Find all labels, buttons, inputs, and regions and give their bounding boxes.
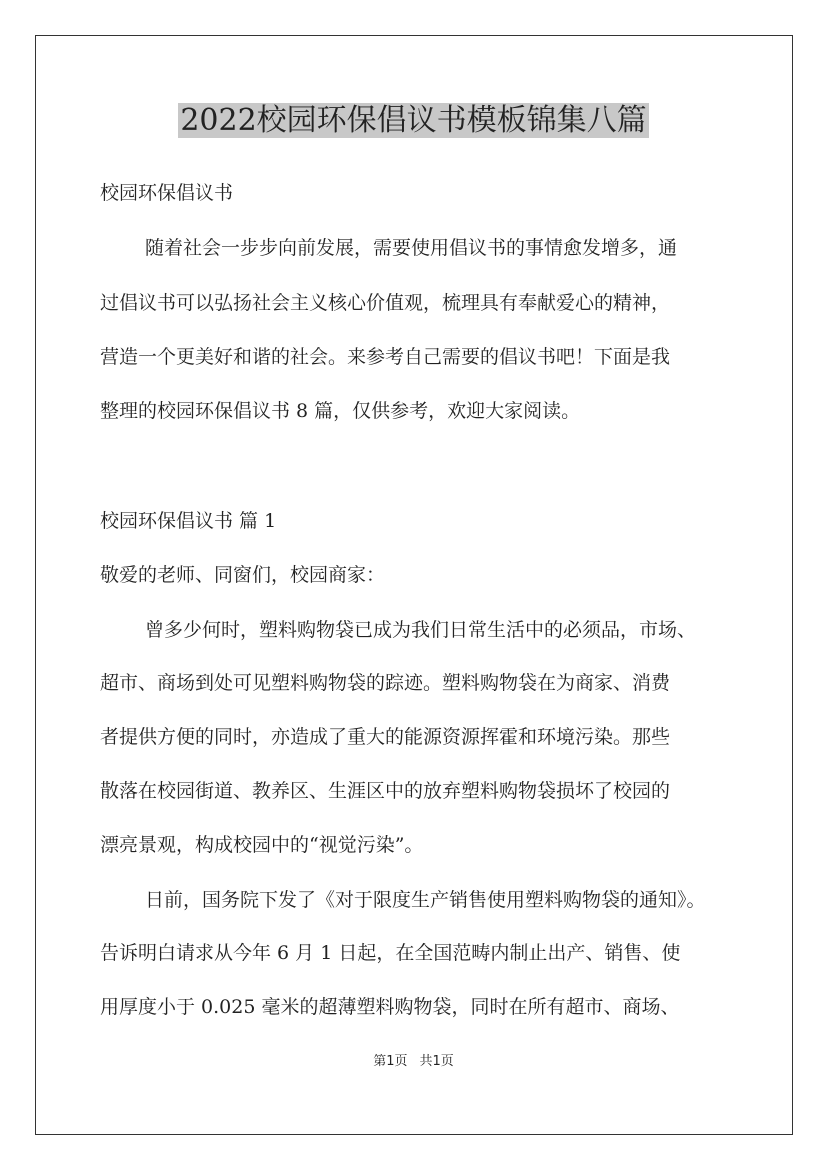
paragraph-line: 超市、商场到处可见塑料购物袋的踪迹。塑料购物袋在为商家、消费 (100, 672, 671, 694)
paragraph-line: 过倡议书可以弘扬社会主义核心价值观，梳理具有奉献爱心的精神， (100, 292, 671, 314)
salutation: 敬爱的老师、同窗们，校园商家： (100, 564, 386, 586)
page-total: 共1页 (419, 1054, 454, 1069)
paragraph-line: 散落在校园街道、教养区、生涯区中的放弃塑料购物袋损坏了校园的 (100, 780, 671, 802)
paragraph-line: 日前，国务院下发了《对于限度生产销售使用塑料购物袋的通知》。 (145, 889, 706, 911)
section-heading: 校园环保倡议书 篇 1 (100, 510, 277, 532)
paragraph-line: 用厚度小于 0.025 毫米的超薄塑料购物袋，同时在所有超市、商场、 (100, 996, 680, 1018)
document-title (0, 100, 827, 142)
page-number: 第1页 (373, 1054, 408, 1069)
paragraph-line: 告诉明白请求从今年 6 月 1 日起，在全国范畴内制止出产、销售、使 (100, 942, 681, 964)
paragraph-line: 整理的校园环保倡议书 8 篇，仅供参考，欢迎大家阅读。 (100, 400, 581, 422)
paragraph-line: 漂亮景观，构成校园中的“视觉污染”。 (100, 834, 424, 856)
paragraph-line: 随着社会一步步向前发展，需要使用倡议书的事情愈发增多，通 (145, 237, 678, 259)
page-footer (0, 1053, 827, 1071)
paragraph-line: 曾多少何时，塑料购物袋已成为我们日常生活中的必须品，市场、 (145, 619, 697, 641)
section-heading: 校园环保倡议书 (100, 182, 234, 204)
document-title-text: 2022校园环保倡议书模板锦集八篇 (180, 103, 647, 138)
paragraph-line: 营造一个更美好和谐的社会。来参考自己需要的倡议书吧！下面是我 (100, 346, 671, 368)
paragraph-line: 者提供方便的同时，亦造成了重大的能源资源挥霍和环境污染。那些 (100, 726, 671, 748)
